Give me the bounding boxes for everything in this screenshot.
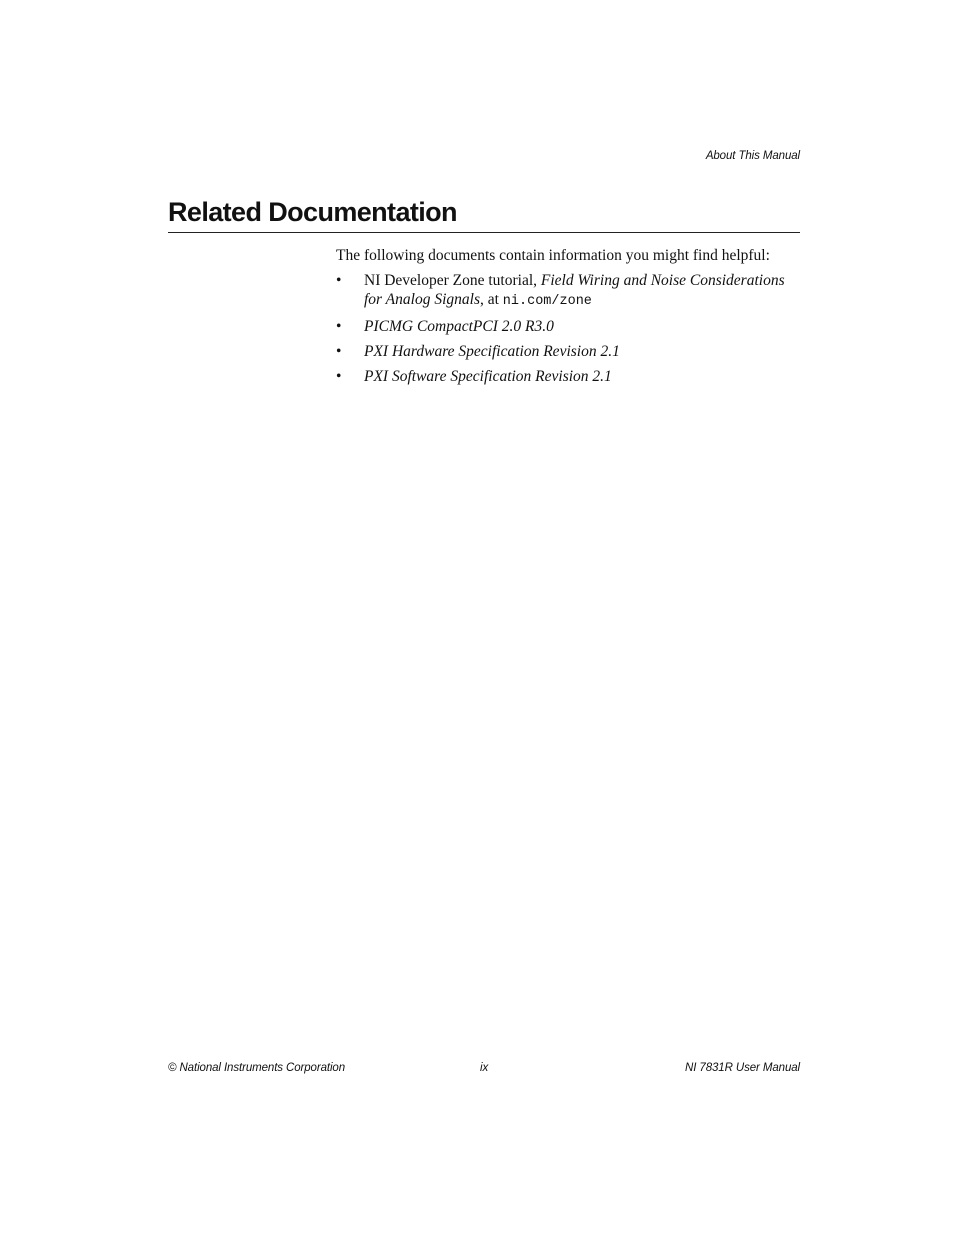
related-docs-list [336, 271, 800, 386]
page-number: ix [480, 1062, 489, 1074]
footer-copyright: © National Instruments Corporation [168, 1062, 346, 1074]
document-title: Field Wiring and Noise Considerations for Analog Signals [364, 272, 785, 308]
url-link[interactable]: ni.com/zone [502, 294, 592, 309]
document-title: PICMG CompactPCI 2.0 R3.0 [364, 318, 554, 335]
list-item [336, 342, 800, 361]
list-item [336, 367, 800, 386]
body-text [336, 246, 800, 392]
document-title: PXI Hardware Specification Revision 2.1 [364, 343, 620, 360]
running-header: About This Manual [705, 150, 800, 162]
section-title: Related Documentation [168, 196, 800, 233]
bullet: • [336, 343, 342, 360]
footer-manual-title: NI 7831R User Manual [685, 1062, 800, 1074]
document-title: PXI Software Specification Revision 2.1 [364, 368, 612, 385]
bullet: • [336, 272, 342, 289]
intro-paragraph: The following documents contain information you might find helpful: [336, 247, 770, 264]
bullet: • [336, 318, 342, 335]
list-item [336, 271, 800, 311]
item-middle: , at [479, 291, 503, 308]
bullet: • [336, 368, 342, 385]
list-item [336, 317, 800, 336]
item-prefix: NI Developer Zone tutorial, [364, 272, 541, 289]
